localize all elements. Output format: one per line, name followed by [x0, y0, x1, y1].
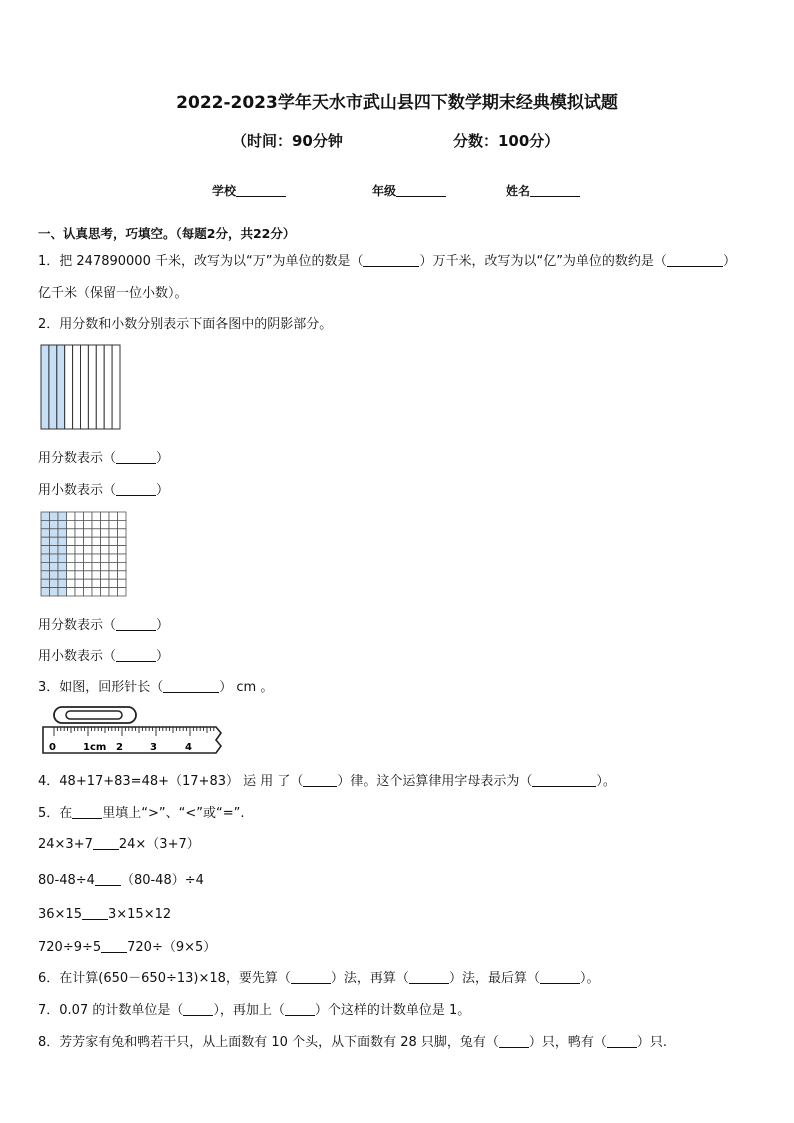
grid-cell	[92, 554, 101, 562]
ruler-label-3: 3	[150, 742, 157, 753]
grid-cell	[50, 571, 59, 579]
figure-grid	[40, 511, 128, 597]
strip-cell	[104, 345, 112, 429]
q7-text-a: 7．0.07 的计数单位是（	[38, 1003, 184, 1018]
grid-cell	[41, 546, 50, 554]
grid-cell	[67, 588, 76, 596]
grid-cell	[118, 537, 127, 545]
question-1-line2: 亿千米（保留一位小数）。	[38, 286, 188, 301]
grid-cell	[84, 537, 93, 545]
grid-cell	[84, 588, 93, 596]
q5-expr-1	[38, 833, 200, 852]
strip-cell	[65, 345, 73, 429]
grid-cell	[58, 579, 67, 587]
time-label: （时间：90分钟	[232, 132, 343, 150]
q3-text-b: ） cm 。	[219, 680, 274, 695]
grid-cell	[67, 579, 76, 587]
q8-blank-1[interactable]	[499, 1034, 529, 1048]
grid-cell	[58, 571, 67, 579]
name-blank[interactable]	[530, 183, 580, 197]
grid-cell	[75, 512, 84, 520]
grid-cell	[67, 520, 76, 528]
grid-cell	[58, 562, 67, 570]
q2-fig2-fraction	[38, 614, 169, 633]
ruler-label-0: 0	[49, 742, 56, 753]
strip-cell	[49, 345, 57, 429]
grid-cell	[101, 537, 110, 545]
grid-cell	[75, 588, 84, 596]
grid-cell	[41, 579, 50, 587]
grid-cell	[92, 546, 101, 554]
q5-blank-2[interactable]	[95, 872, 121, 886]
grid-cell	[92, 537, 101, 545]
grid-cell	[41, 554, 50, 562]
grid-cell	[84, 554, 93, 562]
grid-cell	[58, 537, 67, 545]
grid-cell	[109, 537, 118, 545]
grid-cell	[75, 546, 84, 554]
strip-cell	[96, 345, 104, 429]
grid-cell	[50, 588, 59, 596]
grid-cell	[50, 520, 59, 528]
grid-cell	[41, 512, 50, 520]
grid-cell	[92, 529, 101, 537]
grid-cell	[58, 520, 67, 528]
grid-cell	[50, 579, 59, 587]
grid-cell	[41, 520, 50, 528]
grid-cell	[109, 529, 118, 537]
page-title: 2022-2023学年天水市武山县四下数学期末经典模拟试题	[176, 93, 618, 113]
grid-cell	[92, 512, 101, 520]
grid-cell	[101, 512, 110, 520]
q6-blank-2[interactable]	[409, 970, 449, 984]
grid-cell	[84, 529, 93, 537]
q5-text-a: 5．在	[38, 806, 73, 821]
q8-text-a: 8．芳芳家有兔和鸭若干只，从上面数有 10 个头，从下面数有 28 只脚，兔有（	[38, 1035, 499, 1050]
q1-blank-1[interactable]	[363, 253, 419, 267]
grid-cell	[109, 554, 118, 562]
q5-expr-4	[38, 936, 216, 955]
q5-blank-4[interactable]	[101, 939, 127, 953]
grid-cell	[75, 537, 84, 545]
grid-cell	[58, 554, 67, 562]
q4-text-c: ）。	[596, 774, 616, 789]
question-1-line1	[38, 250, 736, 269]
q7-text-b: ），再加上（	[213, 1003, 285, 1018]
grid-cell	[118, 546, 127, 554]
grid-cell	[58, 546, 67, 554]
strip-cell	[112, 345, 120, 429]
question-5	[38, 802, 245, 821]
q7-blank-2[interactable]	[285, 1002, 315, 1016]
grid-cell	[92, 562, 101, 570]
grid-cell	[41, 562, 50, 570]
section-heading: 一、认真思考，巧填空。（每题2分，共22分）	[38, 226, 296, 241]
grid-cell	[75, 520, 84, 528]
grid-cell	[101, 520, 110, 528]
q5-sample-blank	[72, 805, 102, 819]
strip-cell	[57, 345, 65, 429]
grid-cell	[75, 562, 84, 570]
q6-text-a: 6．在计算(650－650÷13)×18，要先算（	[38, 971, 291, 986]
close-paren: ）	[156, 483, 170, 498]
q5-expr-3	[38, 906, 171, 922]
q5-blank-3[interactable]	[82, 906, 108, 920]
q5-e3-right: 3×15×12	[107, 907, 172, 922]
grid-cell	[118, 588, 127, 596]
grid-cell	[101, 588, 110, 596]
q2-blank-3[interactable]	[116, 617, 156, 631]
q1-text-c: ）	[722, 254, 736, 269]
grid-cell	[118, 571, 127, 579]
grid-cell	[58, 512, 67, 520]
q5-e1-right: 24×（3+7）	[118, 837, 200, 852]
fraction-label: 用分数表示（	[38, 618, 117, 633]
grid-cell	[92, 588, 101, 596]
strip-cell	[88, 345, 96, 429]
q8-text-b: ）只，鸭有（	[528, 1035, 607, 1050]
q5-e1-left: 24×3+7	[38, 837, 93, 852]
close-paren: ）	[156, 618, 170, 633]
question-4	[38, 770, 616, 789]
grid-cell	[67, 571, 76, 579]
ruler-label-2: 2	[116, 742, 123, 753]
grid-cell	[118, 520, 127, 528]
q2-fig1-decimal	[38, 479, 169, 498]
strip-cell	[73, 345, 81, 429]
question-6	[38, 967, 599, 986]
fraction-label: 用分数表示（	[38, 451, 117, 466]
name-field	[506, 182, 580, 199]
q1-text-a: 1．把 247890000 千米，改写为以“万”为单位的数是（	[38, 254, 364, 269]
q5-expr-2	[38, 869, 204, 888]
grid-cell	[67, 512, 76, 520]
q8-blank-2[interactable]	[607, 1034, 637, 1048]
grid-cell	[67, 562, 76, 570]
q1-blank-2[interactable]	[667, 253, 723, 267]
ruler-label-4: 4	[185, 742, 192, 753]
grid-cell	[67, 529, 76, 537]
grade-label: 年级	[372, 184, 397, 198]
grid-cell	[50, 554, 59, 562]
grid-cell	[101, 546, 110, 554]
q5-blank-1[interactable]	[93, 836, 119, 850]
q4-blank-1[interactable]	[303, 773, 337, 787]
grid-cell	[109, 562, 118, 570]
q7-blank-1[interactable]	[183, 1002, 213, 1016]
grid-cell	[75, 529, 84, 537]
grid-cell	[50, 562, 59, 570]
close-paren: ）	[156, 451, 170, 466]
decimal-label: 用小数表示（	[38, 649, 117, 664]
grid-cell	[41, 537, 50, 545]
grid-cell	[84, 546, 93, 554]
grid-cell	[41, 588, 50, 596]
grid-cell	[67, 546, 76, 554]
ruler-figure	[40, 703, 226, 759]
q6-text-c: ）法，最后算（	[448, 971, 540, 986]
grid-cell	[92, 579, 101, 587]
school-blank[interactable]	[236, 183, 286, 197]
question-3	[38, 676, 273, 695]
grid-cell	[101, 529, 110, 537]
q5-e2-left: 80-48÷4	[38, 873, 95, 888]
q6-blank-1[interactable]	[291, 970, 331, 984]
grid-cell	[101, 562, 110, 570]
grid-cell	[109, 588, 118, 596]
school-field	[212, 182, 286, 199]
score-label: 分数：100分）	[453, 132, 560, 150]
grid-cell	[101, 571, 110, 579]
q2-fig1-fraction	[38, 447, 169, 466]
q4-blank-2[interactable]	[532, 773, 596, 787]
grid-cell	[109, 546, 118, 554]
q2-blank-2[interactable]	[116, 482, 156, 496]
grid-cell	[92, 520, 101, 528]
figure-strips	[40, 344, 122, 430]
q2-blank-1[interactable]	[116, 450, 156, 464]
q2-blank-4[interactable]	[116, 648, 156, 662]
grid-cell	[84, 571, 93, 579]
question-2-stem: 2．用分数和小数分别表示下面各图中的阴影部分。	[38, 317, 333, 332]
grid-cell	[109, 571, 118, 579]
q2-fig2-decimal	[38, 645, 169, 664]
grid-cell	[75, 554, 84, 562]
q6-text-b: ）法，再算（	[330, 971, 409, 986]
grid-cell	[50, 529, 59, 537]
question-8	[38, 1031, 667, 1050]
q5-e2-right: （80-48）÷4	[120, 873, 204, 888]
grid-cell	[92, 571, 101, 579]
grid-cell	[84, 520, 93, 528]
q5-e3-left: 36×15	[38, 907, 82, 922]
grid-cell	[101, 579, 110, 587]
grid-cell	[109, 520, 118, 528]
grid-cell	[84, 562, 93, 570]
grid-cell	[41, 571, 50, 579]
strip-cell	[41, 345, 49, 429]
q6-text-d: ）。	[579, 971, 600, 986]
strip-cell	[81, 345, 89, 429]
ruler-label-1cm: 1cm	[83, 742, 107, 753]
q6-blank-3[interactable]	[540, 970, 580, 984]
grid-cell	[50, 537, 59, 545]
q5-e4-right: 720÷（9×5）	[127, 940, 217, 955]
grid-cell	[58, 529, 67, 537]
q3-text-a: 3．如图，回形针长（	[38, 680, 164, 695]
grid-cell	[84, 512, 93, 520]
grid-cell	[118, 512, 127, 520]
grid-cell	[75, 579, 84, 587]
grid-cell	[67, 537, 76, 545]
grid-cell	[118, 529, 127, 537]
grid-cell	[109, 512, 118, 520]
grade-field	[372, 182, 446, 199]
grid-cell	[84, 579, 93, 587]
grid-cell	[118, 579, 127, 587]
grid-cell	[75, 571, 84, 579]
q5-text-b: 里填上“>”、“<”或“=”.	[102, 806, 245, 821]
q4-text-b: ）律。这个运算律用字母表示为（	[337, 774, 533, 789]
grade-blank[interactable]	[396, 183, 446, 197]
q5-e4-left: 720÷9÷5	[38, 940, 102, 955]
decimal-label: 用小数表示（	[38, 483, 117, 498]
grid-cell	[41, 529, 50, 537]
question-7	[38, 999, 470, 1018]
grid-cell	[109, 579, 118, 587]
q8-text-c: ）只.	[636, 1035, 668, 1050]
q7-text-c: ）个这样的计数单位是 1。	[314, 1003, 471, 1018]
paper-clip-inner	[66, 711, 122, 719]
grid-cell	[50, 512, 59, 520]
q4-text-a: 4．48+17+83=48+（17+83） 运 用 了（	[38, 774, 304, 789]
close-paren: ）	[156, 649, 170, 664]
grid-cell	[58, 588, 67, 596]
grid-cell	[67, 554, 76, 562]
q1-text-b: ）万千米，改写为以“亿”为单位的数约是（	[419, 254, 667, 269]
grid-cell	[101, 554, 110, 562]
grid-cell	[118, 554, 127, 562]
q3-blank[interactable]	[163, 679, 219, 693]
name-label: 姓名	[506, 184, 531, 198]
grid-cell	[50, 546, 59, 554]
school-label: 学校	[212, 184, 237, 198]
grid-cell	[118, 562, 127, 570]
